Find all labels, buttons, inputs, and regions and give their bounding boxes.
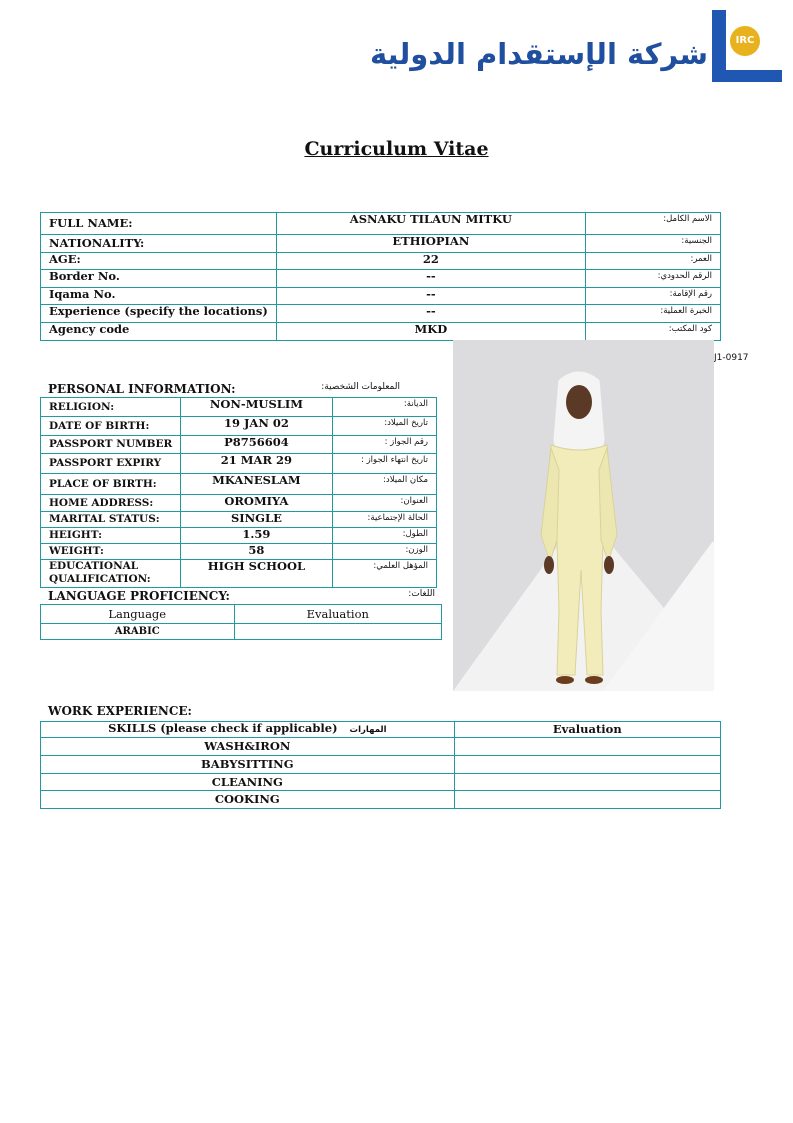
row-arabic-label: الاسم الكامل: (585, 213, 720, 235)
title-text: Curriculum Vitae (304, 138, 489, 160)
language-table (40, 604, 442, 640)
skills-header-text: SKILLS (please check if applicable) (108, 721, 338, 735)
skills-table (40, 721, 721, 809)
reference-code: J1-0917 (714, 353, 749, 363)
row-value: ETHIOPIAN (276, 235, 585, 253)
row-label: HEIGHT: (41, 528, 181, 544)
evaluation-cell (234, 624, 441, 640)
evaluation-cell (454, 791, 720, 809)
document-title (0, 138, 793, 160)
row-value: HIGH SCHOOL (181, 560, 332, 588)
row-arabic-label: الرقم الحدودي: (585, 270, 720, 288)
skills-header-arabic: المهارات (349, 725, 387, 735)
person-figure (453, 340, 714, 691)
row-arabic-label: رقم الجواز : (332, 436, 436, 454)
row-arabic-label: الحالة الإجتماعية: (332, 512, 436, 528)
personal-info-heading-arabic: المعلومات الشخصية: (321, 382, 400, 392)
row-label: PLACE OF BIRTH: (41, 474, 181, 495)
row-label: AGE: (41, 253, 277, 270)
logo-arabic-text: شركة الإستقدام الدولية (369, 37, 708, 71)
row-arabic-label: كود المكتب: (585, 323, 720, 341)
logo-base (712, 70, 782, 82)
row-arabic-label: رقم الإقامة: (585, 288, 720, 305)
table-row (41, 270, 721, 288)
table-row (41, 213, 721, 235)
column-header-language: Language (41, 605, 235, 624)
table-row (41, 288, 721, 305)
row-label: PASSPORT NUMBER (41, 436, 181, 454)
table-row (41, 235, 721, 253)
table-row (41, 560, 437, 588)
column-header-evaluation: Evaluation (454, 722, 720, 738)
row-label: PASSPORT EXPIRY (41, 454, 181, 474)
row-label: FULL NAME: (41, 213, 277, 235)
table-row (41, 495, 437, 512)
row-value: 58 (181, 544, 332, 560)
table-row (41, 512, 437, 528)
table-header-row (41, 605, 442, 624)
language-heading-arabic: اللغات: (408, 589, 435, 599)
row-value: 21 MAR 29 (181, 454, 332, 474)
row-label: Iqama No. (41, 288, 277, 305)
personal-info-table (40, 397, 437, 588)
table-row (41, 398, 437, 417)
row-label-line: QUALIFICATION: (49, 573, 151, 585)
evaluation-cell (454, 756, 720, 774)
language-cell: ARABIC (41, 624, 235, 640)
table-row (41, 417, 437, 436)
skill-cell: BABYSITTING (41, 756, 455, 774)
column-header-evaluation: Evaluation (234, 605, 441, 624)
row-label: Experience (specify the locations) (41, 305, 277, 323)
work-experience-heading: WORK EXPERIENCE: (48, 704, 192, 718)
skill-cell: WASH&IRON (41, 738, 455, 756)
row-value: 1.59 (181, 528, 332, 544)
evaluation-cell (454, 738, 720, 756)
row-label (41, 560, 181, 588)
candidate-photo (453, 340, 714, 691)
skill-cell: COOKING (41, 791, 455, 809)
evaluation-cell (454, 774, 720, 791)
row-label: Border No. (41, 270, 277, 288)
table-row (41, 305, 721, 323)
row-value: 19 JAN 02 (181, 417, 332, 436)
skill-cell: CLEANING (41, 774, 455, 791)
row-label: WEIGHT: (41, 544, 181, 560)
table-row (41, 791, 721, 809)
row-label: Agency code (41, 323, 277, 341)
table-row (41, 624, 442, 640)
row-arabic-label: تاريخ انتهاء الجواز : (332, 454, 436, 474)
row-arabic-label: الوزن: (332, 544, 436, 560)
table-row (41, 756, 721, 774)
table-row (41, 454, 437, 474)
row-value: OROMIYA (181, 495, 332, 512)
row-arabic-label: الجنسية: (585, 235, 720, 253)
table-row (41, 253, 721, 270)
table-row (41, 528, 437, 544)
row-value: -- (276, 288, 585, 305)
row-value: 22 (276, 253, 585, 270)
table-row (41, 323, 721, 341)
table-header-row (41, 722, 721, 738)
row-arabic-label: الديانة: (332, 398, 436, 417)
logo-badge: IRC (730, 26, 760, 56)
row-arabic-label: العمر: (585, 253, 720, 270)
row-label: HOME ADDRESS: (41, 495, 181, 512)
row-label: NATIONALITY: (41, 235, 277, 253)
row-value: NON-MUSLIM (181, 398, 332, 417)
row-arabic-label: المؤهل العلمي: (332, 560, 436, 588)
row-arabic-label: تاريخ الميلاد: (332, 417, 436, 436)
table-row (41, 544, 437, 560)
header-table (40, 212, 721, 341)
row-value: SINGLE (181, 512, 332, 528)
row-value: -- (276, 270, 585, 288)
row-value: ASNAKU TILAUN MITKU (276, 213, 585, 235)
row-value: -- (276, 305, 585, 323)
row-label: MARITAL STATUS: (41, 512, 181, 528)
row-label: RELIGION: (41, 398, 181, 417)
row-arabic-label: العنوان: (332, 495, 436, 512)
row-arabic-label: مكان الميلاد: (332, 474, 436, 495)
row-value: MKD (276, 323, 585, 341)
row-value: MKANESLAM (181, 474, 332, 495)
row-label-line: EDUCATIONAL (49, 560, 139, 572)
table-row (41, 474, 437, 495)
table-row (41, 738, 721, 756)
company-logo (369, 8, 782, 88)
personal-info-heading: PERSONAL INFORMATION: (48, 382, 236, 396)
column-header-skills (41, 722, 455, 738)
row-label: DATE OF BIRTH: (41, 417, 181, 436)
row-value: P8756604 (181, 436, 332, 454)
table-row (41, 774, 721, 791)
row-arabic-label: الخبرة العملية: (585, 305, 720, 323)
language-heading: LANGUAGE PROFICIENCY: (48, 589, 230, 603)
row-arabic-label: الطول: (332, 528, 436, 544)
table-row (41, 436, 437, 454)
